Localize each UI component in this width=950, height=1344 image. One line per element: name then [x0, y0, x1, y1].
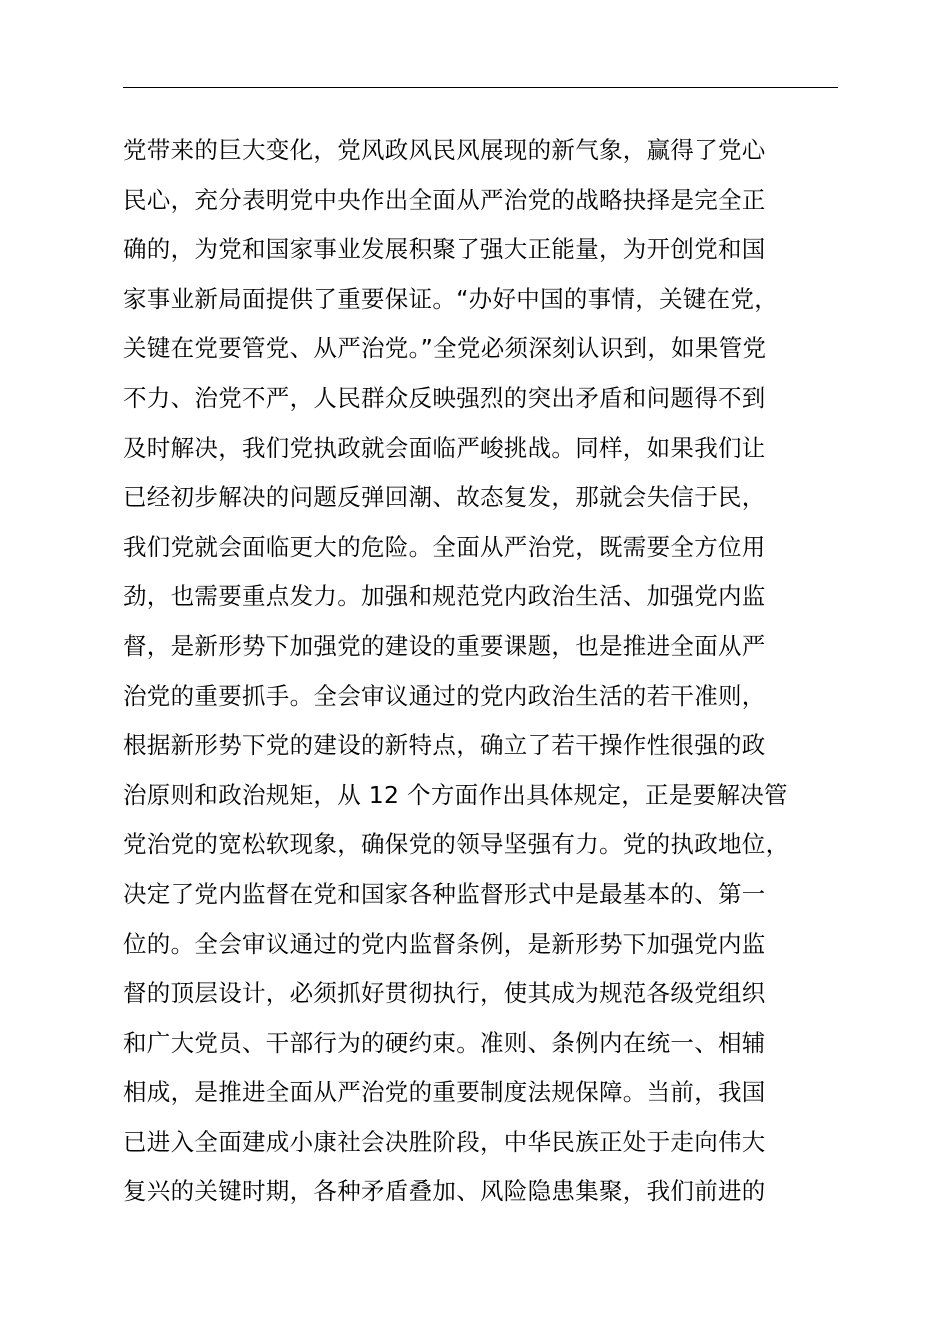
text-line: 复兴的关键时期，各种矛盾叠加、风险隐患集聚，我们前进的: [123, 1177, 766, 1206]
text-line: 确的，为党和国家事业发展积聚了强大正能量，为开创党和国: [123, 235, 766, 264]
text-line: 已进入全面建成小康社会决胜阶段，中华民族正处于走向伟大: [123, 1127, 766, 1156]
text-line: 决定了党内监督在党和国家各种监督形式中是最基本的、第一: [123, 879, 766, 908]
text-line: 劲，也需要重点发力。加强和规范党内政治生活、加强党内监: [123, 582, 766, 611]
header-rule: [123, 87, 838, 88]
text-line: 位的。全会审议通过的党内监督条例，是新形势下加强党内监: [123, 929, 766, 958]
text-line: 治原则和政治规矩，从 12 个方面作出具体规定，正是要解决管: [123, 780, 788, 809]
text-line: 根据新形势下党的建设的新特点，确立了若干操作性很强的政: [123, 731, 766, 760]
text-line: 关键在党要管党、从严治党。”全党必须深刻认识到，如果管党: [123, 334, 767, 363]
text-line: 党治党的宽松软现象，确保党的领导坚强有力。党的执政地位，: [123, 830, 790, 859]
text-line: 督，是新形势下加强党的建设的重要课题，也是推进全面从严: [123, 631, 766, 660]
text-line: 及时解决，我们党执政就会面临严峻挑战。同样，如果我们让: [123, 433, 766, 462]
body-paragraph: [123, 126, 883, 1217]
text-line: 督的顶层设计，必须抓好贯彻执行，使其成为规范各级党组织: [123, 979, 766, 1008]
text-line: 民心，充分表明党中央作出全面从严治党的战略抉择是完全正: [123, 185, 766, 214]
text-line: 相成，是推进全面从严治党的重要制度法规保障。当前，我国: [123, 1078, 766, 1107]
text-line: 家事业新局面提供了重要保证。“办好中国的事情，关键在党，: [123, 284, 779, 313]
text-line: 党带来的巨大变化，党风政风民风展现的新气象，赢得了党心: [123, 136, 766, 164]
text-line: 和广大党员、干部行为的硬约束。准则、条例内在统一、相辅: [123, 1028, 766, 1057]
text-line: 我们党就会面临更大的危险。全面从严治党，既需要全方位用: [123, 532, 766, 561]
text-line: 不力、治党不严，人民群众反映强烈的突出矛盾和问题得不到: [123, 383, 766, 412]
text-line: 治党的重要抓手。全会审议通过的党内政治生活的若干准则，: [123, 681, 766, 710]
text-line: 已经初步解决的问题反弹回潮、故态复发，那就会失信于民，: [123, 483, 766, 512]
